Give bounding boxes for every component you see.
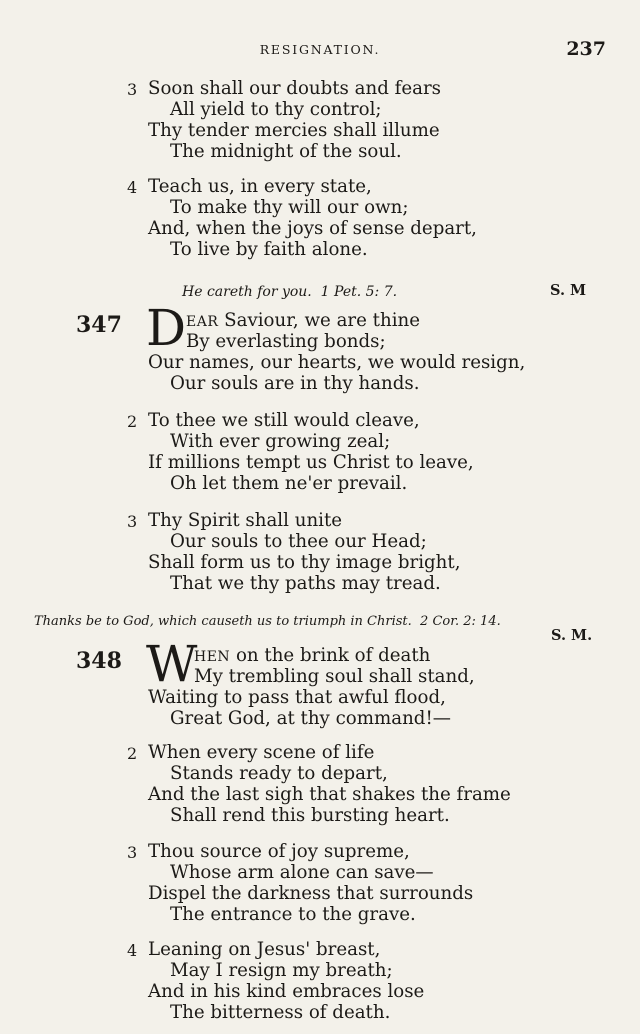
meter-label: S. M xyxy=(550,282,587,299)
first-line-rest: Saviour, we are thine xyxy=(218,310,420,331)
small-caps: HEN xyxy=(194,649,231,665)
verse-line-first xyxy=(194,645,430,668)
verse-line: With ever growing zeal; xyxy=(170,431,391,452)
verse-line: Thy Spirit shall unite xyxy=(148,510,343,531)
verse-line: Our souls to thee our Head; xyxy=(170,531,427,552)
verse-line-first xyxy=(186,310,420,333)
verse-line: By everlasting bonds; xyxy=(186,331,386,352)
stanza-number: 3 xyxy=(127,843,138,862)
heading-reference: 2 Cor. 2: 14. xyxy=(420,614,501,629)
stanza-number: 4 xyxy=(127,178,138,197)
stanza-number: 2 xyxy=(127,412,138,431)
verse-line: The midnight of the soul. xyxy=(170,141,402,162)
verse-line: And in his kind embraces lose xyxy=(148,981,425,1002)
drop-cap: D xyxy=(146,299,187,357)
verse-line: Our souls are in thy hands. xyxy=(170,373,420,394)
verse-line: To thee we still would cleave, xyxy=(148,410,420,431)
verse-line: To make thy will our own; xyxy=(170,197,409,218)
heading-text: He careth for you. xyxy=(182,284,312,300)
hymn-number: 348 xyxy=(76,648,122,674)
verse-line: The entrance to the grave. xyxy=(170,904,416,925)
verse-line: When every scene of life xyxy=(148,742,375,763)
meter-label: S. M. xyxy=(551,627,593,644)
verse-line: Our names, our hearts, we would resign, xyxy=(148,352,526,373)
verse-line: Leaning on Jesus' breast, xyxy=(148,939,381,960)
verse-line: Waiting to pass that awful flood, xyxy=(148,687,446,708)
drop-cap: W xyxy=(146,635,198,693)
verse-line: And the last sigh that shakes the frame xyxy=(148,784,511,805)
first-line-rest: on the brink of death xyxy=(230,645,431,666)
heading-text: Thanks be to God, which causeth us to triumph in Christ. xyxy=(34,614,412,629)
verse-line: Soon shall our doubts and fears xyxy=(148,78,442,99)
verse-line: May I resign my breath; xyxy=(170,960,393,981)
verse-line: The bitterness of death. xyxy=(170,1002,391,1023)
verse-line: That we thy paths may tread. xyxy=(170,573,441,594)
verse-line: Shall rend this bursting heart. xyxy=(170,805,450,826)
verse-line: Oh let them ne'er prevail. xyxy=(170,473,408,494)
verse-line: Thy tender mercies shall illume xyxy=(148,120,440,141)
heading-reference: 1 Pet. 5: 7. xyxy=(320,284,398,300)
verse-line: To live by faith alone. xyxy=(170,239,368,260)
scripture-heading xyxy=(34,614,501,629)
stanza-number: 3 xyxy=(127,512,138,531)
verse-line: Teach us, in every state, xyxy=(148,176,372,197)
scripture-heading xyxy=(182,284,397,300)
stanza-number: 3 xyxy=(127,80,138,99)
verse-line: And, when the joys of sense depart, xyxy=(148,218,477,239)
verse-line: Stands ready to depart, xyxy=(170,763,388,784)
verse-line: Whose arm alone can save— xyxy=(170,862,434,883)
verse-line: Shall form us to thy image bright, xyxy=(148,552,461,573)
verse-line: All yield to thy control; xyxy=(170,99,382,120)
stanza-number: 2 xyxy=(127,744,138,763)
stanza-number: 4 xyxy=(127,941,138,960)
verse-line: Dispel the darkness that surrounds xyxy=(148,883,474,904)
verse-line: My trembling soul shall stand, xyxy=(194,666,475,687)
verse-line: Great God, at thy command!— xyxy=(170,708,451,729)
hymn-number: 347 xyxy=(76,312,122,338)
verse-line: Thou source of joy supreme, xyxy=(148,841,410,862)
verse-line: If millions tempt us Christ to leave, xyxy=(148,452,474,473)
running-head: RESIGNATION. xyxy=(259,42,381,57)
page-number: 237 xyxy=(566,38,606,60)
small-caps: EAR xyxy=(186,314,219,330)
